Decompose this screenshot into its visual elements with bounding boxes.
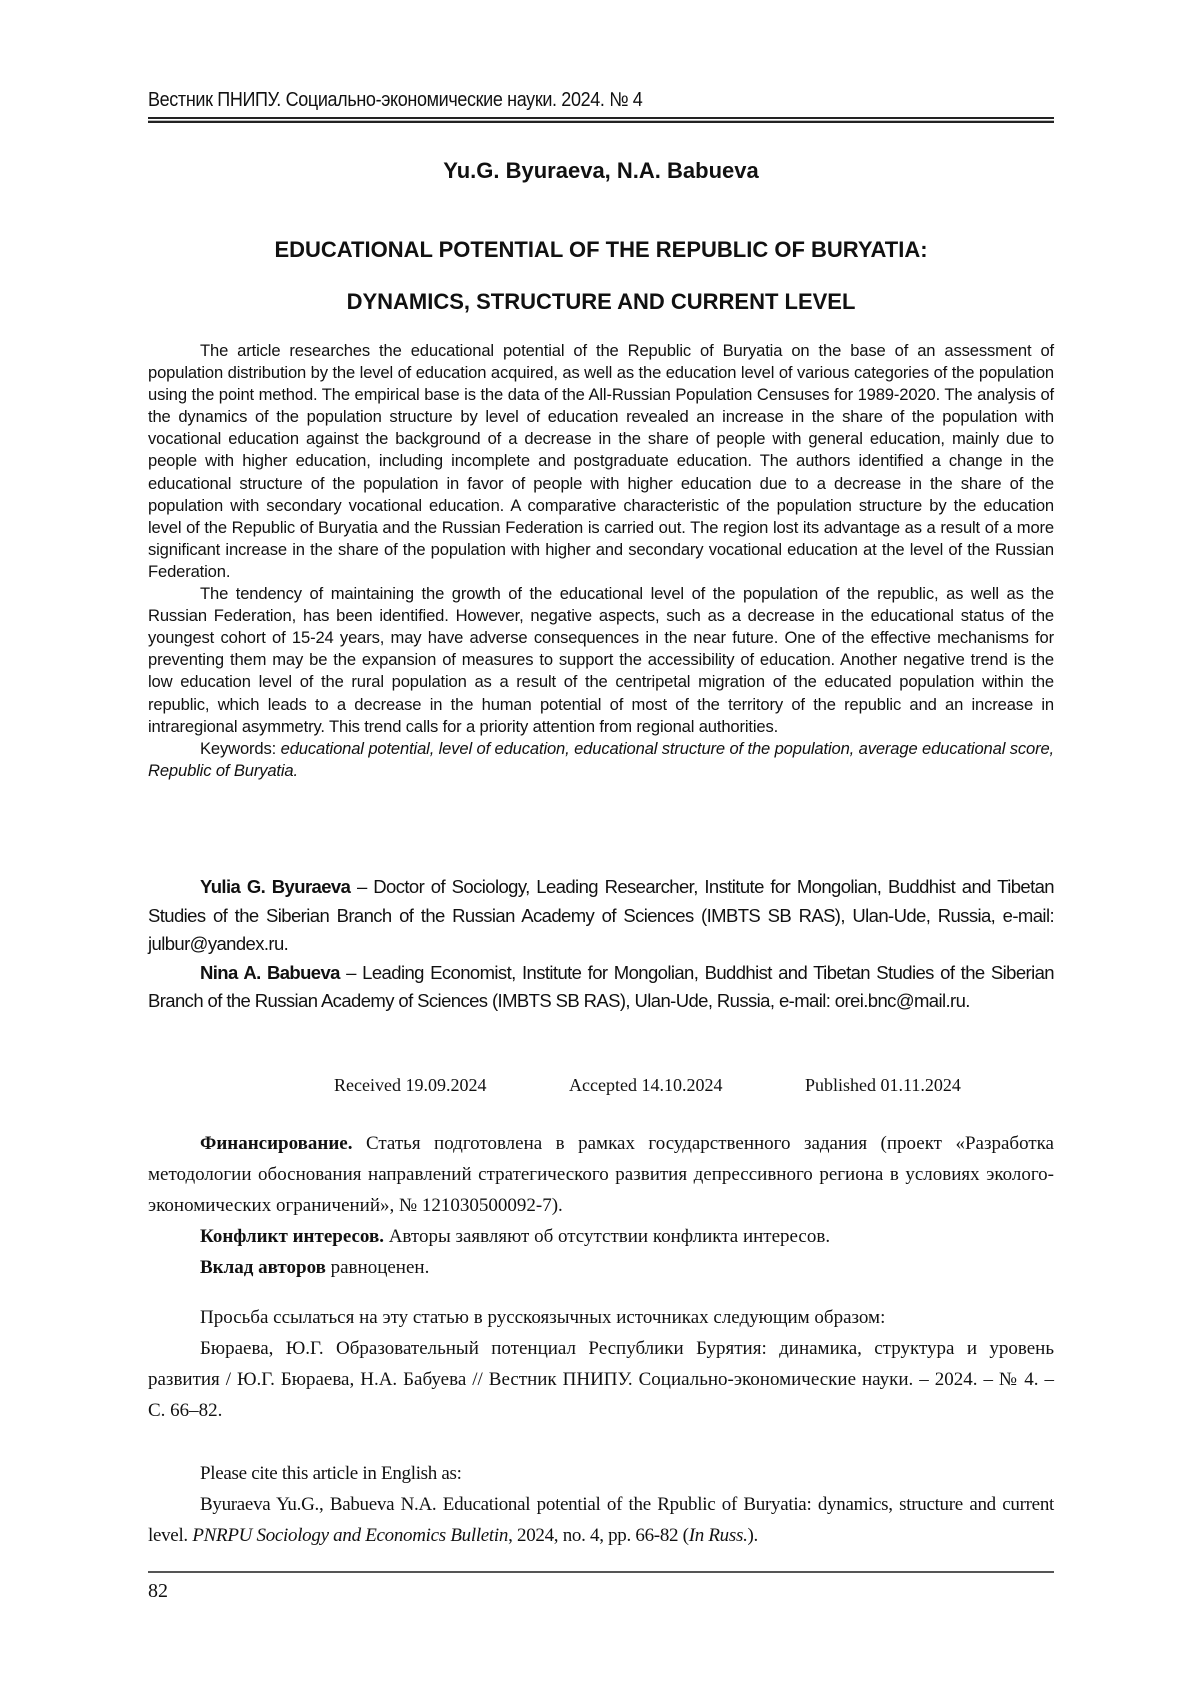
- abstract-paragraph-2: The tendency of maintaining the growth of the educational level of the population of the republic, as well as the Russian Federation, has been identified. However, negative aspects, such as a decrease in the educational status of the youngest cohort of 15-24 years, may have adverse consequences in the near future. One of the effective mechanisms for preventing them may be the expansion of measures to support the accessibility of education. Another negative trend is the low education level of the rural population as a result of the centripetal migration of the educated population within the republic, which leads to a decrease in the human potential of most of the territory of the republic and an increase in intraregional asymmetry. This trend calls for a priority attention from regional authorities.: [148, 584, 1054, 736]
- journal-name: PNRPU Sociology and Economics Bulletin: [192, 1525, 509, 1546]
- citation-russian: [148, 1302, 1054, 1426]
- citation-en-text: Byuraeva Yu.G., Babueva N.A. Educational potential of the Rpublic of Buryatia: dynamics, structure and current level.: [148, 1494, 1054, 1546]
- conflict-label: Конфликт интересов.: [200, 1226, 384, 1247]
- language-note: In Russ.: [688, 1525, 748, 1546]
- citation-en-text: ).: [747, 1525, 759, 1546]
- citation-ru-reference: Бюраева, Ю.Г. Образовательный потенциал Республики Бурятия: динамика, структура и уровень развития / Ю.Г. Бюраева, Н.А. Бабуева // Вестник ПНИПУ. Социально-экономические науки. – 2024. – № 4. – С. 66–82.: [148, 1338, 1054, 1421]
- contribution-label: Вклад авторов: [200, 1257, 326, 1278]
- funding-label: Финансирование.: [200, 1133, 353, 1154]
- citation-ru-intro: Просьба ссылаться на эту статью в русскоязычных источниках следующим образом:: [200, 1307, 886, 1328]
- citation-english: [148, 1458, 1054, 1551]
- conflict-paragraph: [148, 1221, 1054, 1252]
- conflict-text: Авторы заявляют об отсутствии конфликта интересов.: [383, 1226, 831, 1247]
- published-date: Published 01.11.2024: [805, 1075, 961, 1095]
- author-bio-name: Nina A. Babueva: [200, 961, 340, 983]
- footer-rule: [148, 1571, 1054, 1573]
- keywords-label: Keywords:: [200, 738, 281, 758]
- running-head: Вестник ПНИПУ. Социально-экономические науки. 2024. № 4: [148, 89, 643, 111]
- author-bios: [148, 873, 1054, 1016]
- abstract: [148, 340, 1054, 782]
- author-bio-text: – Leading Economist, Institute for Mongolian, Buddhist and Tibetan Studies of the Siberian Branch of the Russian Academy of Sciences (IMBTS SB RAS), Ulan-Ude, Russia, e-mail: orei.bnc@mail.ru.: [148, 961, 1054, 1011]
- keywords: [148, 738, 1054, 782]
- page-number: 82: [148, 1580, 168, 1602]
- article-authors: Yu.G. Byuraeva, N.A. Babueva: [443, 158, 759, 183]
- citation-en-intro: Please cite this article in English as:: [200, 1463, 462, 1484]
- author-bio-name: Yulia G. Byuraeva: [200, 876, 351, 897]
- abstract-paragraph-1: The article researches the educational potential of the Republic of Buryatia on the base of an assessment of population distribution by the level of education acquired, as well as the education level of various categories of the population using the point method. The empirical base is the data of the All-Russian Population Censuses for 1989-2020. The analysis of the dynamics of the population structure by level of education revealed an increase in the share of the population with vocational education against the background of a decrease in the share of people with general education, mainly due to people with higher education, including incomplete and postgraduate education. The authors identified a change in the educational structure of the population in favor of people with higher education due to a decrease in the share of the population with secondary vocational education. A comparative characteristic of the population structure by the education level of the Republic of Buryatia and the Russian Federation is carried out. The region lost its advantage as a result of a more significant increase in the share of the population with higher and secondary vocational education at the level of the Russian Federation.: [148, 341, 1054, 581]
- funding-section: [148, 1128, 1054, 1283]
- header-rule: [148, 117, 1054, 123]
- keywords-list: educational potential, level of education, educational structure of the population, average educational score, Republic of Buryatia.: [148, 738, 1055, 780]
- citation-en-text: , 2024, no. 4, pp. 66-82 (: [508, 1525, 689, 1546]
- author-bio-1: [148, 873, 1054, 959]
- funding-text: Статья подготовлена в рамках государственного задания (проект «Разработка методологии обоснования направлений стратегического развития депрессивного региона в условиях эколого-экономических ограничений», № 121030500092-7).: [148, 1133, 1054, 1216]
- title-line-2: DYNAMICS, STRUCTURE AND CURRENT LEVEL: [346, 289, 856, 314]
- article-title: [148, 224, 1054, 328]
- title-line-1: EDUCATIONAL POTENTIAL OF THE REPUBLIC OF BURYATIA:: [274, 237, 928, 262]
- received-date: Received 19.09.2024: [334, 1075, 487, 1095]
- accepted-date: Accepted 14.10.2024: [569, 1075, 723, 1095]
- author-bio-text: – Doctor of Sociology, Leading Researcher, Institute for Mongolian, Buddhist and Tibetan Studies of the Siberian Branch of the Russian Academy of Sciences (IMBTS SB RAS), Ulan-Ude, Russia, e-mail: julbur@yandex.ru.: [148, 876, 1054, 954]
- citation-en-reference: [148, 1489, 1054, 1551]
- contribution-text: равноценен.: [325, 1257, 430, 1278]
- contribution-paragraph: [148, 1252, 1054, 1283]
- funding-paragraph: [148, 1128, 1054, 1221]
- author-bio-2: [148, 959, 1054, 1016]
